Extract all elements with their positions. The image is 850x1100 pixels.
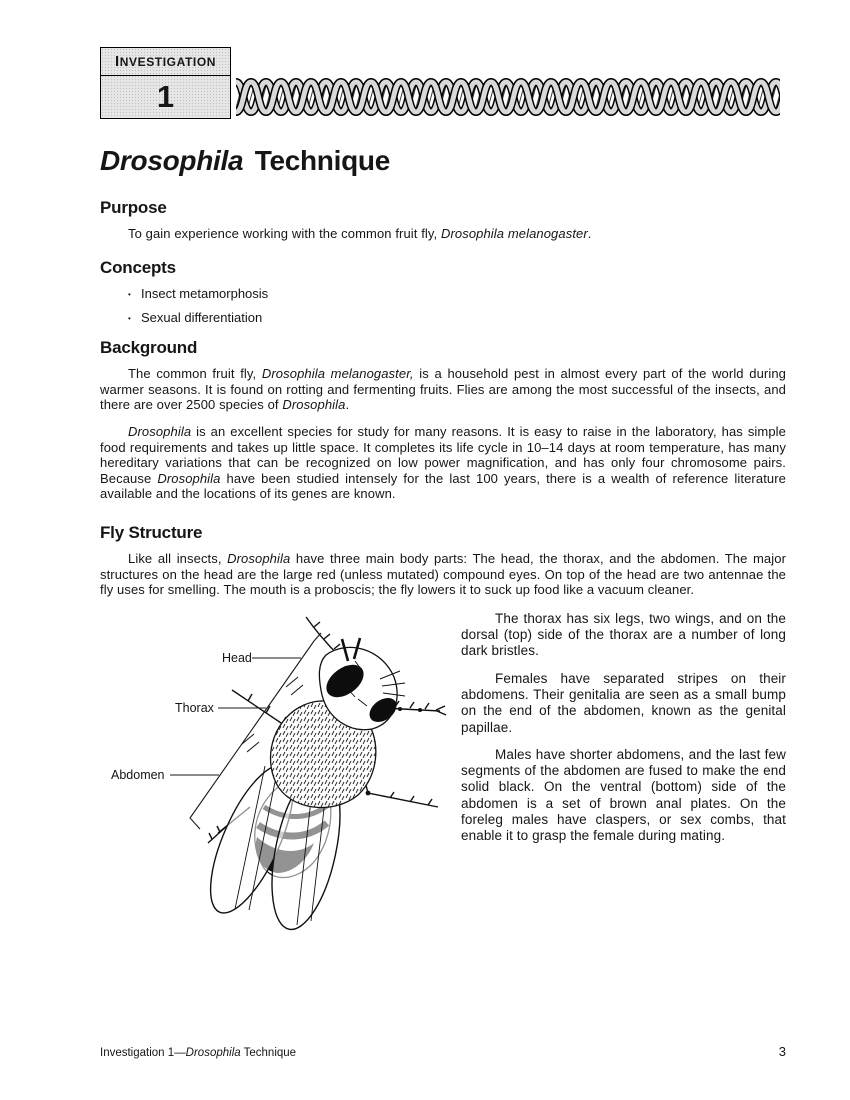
background-paragraph-1: The common fruit fly, Drosophila melanogaster, is a household pest in almost every part of the world during warmer seasons. It is found on rotting and fermenting fruits. Flies are among the most successful of the insects, and there are over 2500 species of Drosophila.	[100, 366, 787, 413]
investigation-box	[100, 47, 231, 119]
dna-helix-icon	[236, 73, 780, 121]
investigation-number: 1	[156, 79, 175, 114]
concepts-heading: Concepts	[100, 257, 176, 277]
purpose-heading: Purpose	[100, 198, 167, 217]
background-heading: Background	[100, 338, 198, 358]
males-paragraph: Males have shorter abdomens, and the last few segments of the abdomen are fused to make the end solid black. On the ventral (bottom) side of the abdomen is a set of brown anal plates. On the foreleg males have claspers, or sex combs, that enable it to grasp the female during mating.	[461, 746, 786, 844]
page-footer	[100, 1044, 786, 1059]
figure-label-abdomen: Abdomen	[111, 767, 165, 782]
fly-figure	[100, 611, 460, 941]
fly-structure-heading: Fly Structure	[100, 523, 203, 543]
figure-and-text-columns	[100, 611, 786, 941]
investigation-label: INVESTIGATION	[101, 48, 230, 76]
right-text-column	[461, 611, 786, 941]
purpose-text: To gain experience working with the common fruit fly, Drosophila melanogaster.	[128, 226, 592, 241]
females-paragraph: Females have separated stripes on their abdomens. Their genitalia are seen as a small bump on the end of the abdomen, known as the genital papillae.	[461, 670, 786, 735]
fly-structure-paragraph: Like all insects, Drosophila have three main body parts: The head, the thorax, and the abdomen. The major structures on the head are the large red (unless mutated) compound eyes. On top of the head are two antennae the fly uses for smelling. The mouth is a proboscis; the fly lowers it to suck up food like a vacuum cleaner.	[100, 551, 787, 598]
chapter-banner	[100, 47, 786, 119]
concepts-list	[100, 286, 786, 326]
page-title: Drosophila Technique	[100, 145, 390, 176]
thorax-paragraph: The thorax has six legs, two wings, and on the dorsal (top) side of the thorax are a number of long dark bristles.	[461, 610, 786, 659]
background-paragraph-2: Drosophila is an excellent species for study for many reasons. It is easy to raise in the laboratory, has simple food requirements and takes up little space. It completes its life cycle in 10–14 days at room temperature, has many hereditary variations that can be recognized on low power magnification, and has only four chromosome pairs. Because Drosophila have been studied intensely for the last 100 years, there is a wealth of reference literature available and the locations of its genes are known.	[100, 424, 786, 502]
list-item: • Insect metamorphosis	[128, 286, 786, 302]
figure-label-thorax: Thorax	[175, 700, 214, 715]
list-item: • Sexual differentiation	[128, 310, 786, 326]
figure-label-head: Head	[222, 650, 252, 665]
page-number: 3	[778, 1044, 786, 1059]
footer-running-title: Investigation 1—Drosophila Technique	[100, 1047, 297, 1059]
